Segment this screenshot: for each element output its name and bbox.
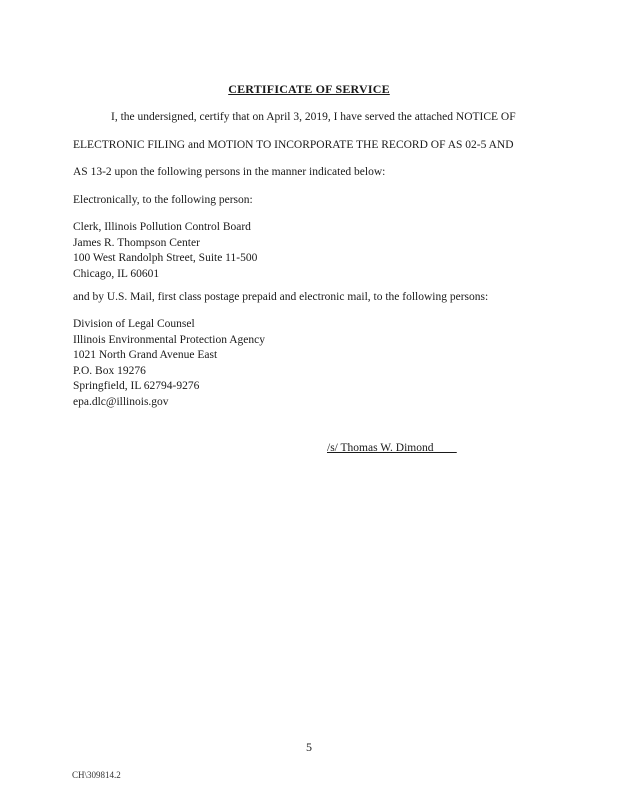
certification-line-2: ELECTRONIC FILING and MOTION TO INCORPORATE THE RECORD OF AS 02-5 AND bbox=[73, 139, 514, 151]
address-line: Illinois Environmental Protection Agency bbox=[73, 333, 265, 346]
address-line: Chicago, IL 60601 bbox=[73, 267, 160, 280]
document-title: CERTIFICATE OF SERVICE bbox=[228, 82, 390, 96]
certification-line-3: AS 13-2 upon the following persons in the manner indicated below: bbox=[73, 166, 386, 178]
page-number: 5 bbox=[306, 740, 312, 754]
signature-line bbox=[327, 442, 457, 456]
document-id: CH\309814.2 bbox=[72, 770, 121, 780]
email-address: epa.dlc@illinois.gov bbox=[73, 395, 169, 408]
signature-text: /s/ Thomas W. Dimond bbox=[327, 442, 434, 454]
address-line: James R. Thompson Center bbox=[73, 236, 200, 249]
address-line: Clerk, Illinois Pollution Control Board bbox=[73, 221, 251, 233]
recipient-iepa-address bbox=[73, 317, 265, 410]
address-line: Springfield, IL 62794-9276 bbox=[73, 380, 200, 392]
certification-line-1: I, the undersigned, certify that on April 3, 2019, I have served the attached NOTICE OF bbox=[111, 111, 516, 123]
address-line: Division of Legal Counsel bbox=[73, 318, 195, 330]
mail-service-intro: and by U.S. Mail, first class postage prepaid and electronic mail, to the following persons: bbox=[73, 291, 489, 303]
signature-underline-trail bbox=[434, 442, 457, 454]
electronic-service-intro: Electronically, to the following person: bbox=[73, 194, 253, 206]
address-line: P.O. Box 19276 bbox=[73, 364, 146, 377]
address-line: 1021 North Grand Avenue East bbox=[73, 349, 218, 361]
address-line: 100 West Randolph Street, Suite 11-500 bbox=[73, 252, 258, 264]
recipient-clerk-address bbox=[73, 220, 257, 282]
